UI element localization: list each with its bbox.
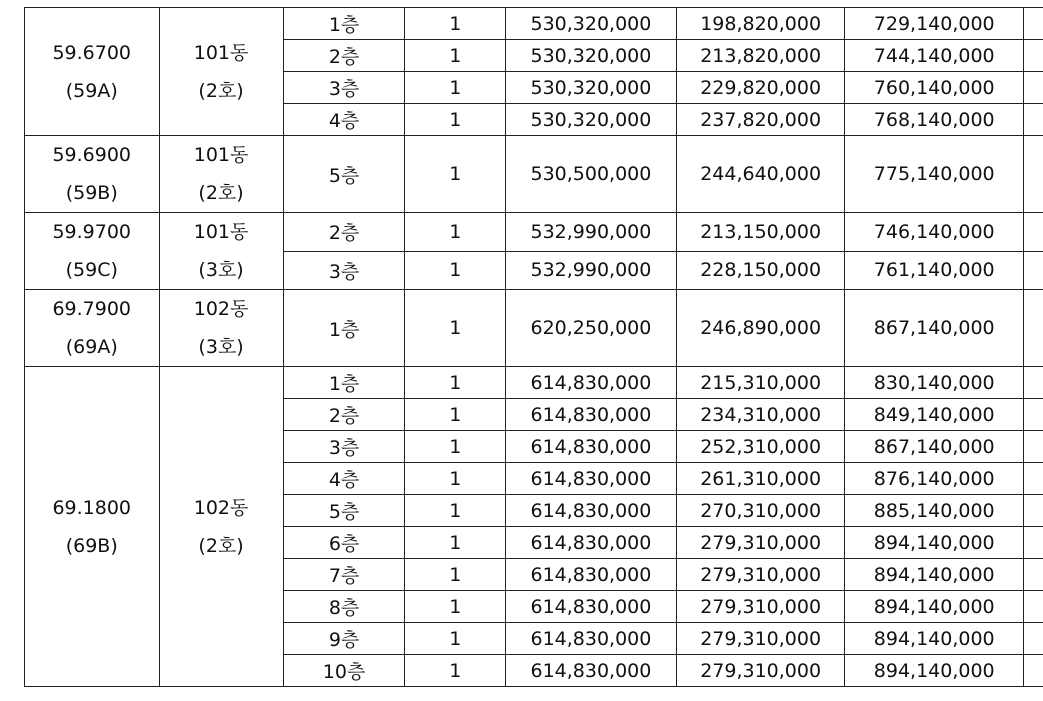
area-type-line2: (69A) bbox=[65, 336, 118, 358]
area-type-line1: 59.6700 bbox=[52, 41, 132, 64]
area-type bbox=[25, 136, 159, 212]
cut-off-cell bbox=[1023, 527, 1043, 559]
cut-off-cell bbox=[1023, 463, 1043, 495]
land-price-cell: 532,990,000 bbox=[506, 251, 677, 290]
total-price-cell: 876,140,000 bbox=[845, 463, 1023, 495]
floor-cell: 1층 bbox=[283, 290, 405, 367]
building-units bbox=[160, 34, 283, 110]
floor-cell: 1층 bbox=[283, 367, 405, 399]
count-cell: 1 bbox=[405, 591, 506, 623]
floor-cell: 2층 bbox=[283, 213, 405, 252]
count-cell: 1 bbox=[405, 136, 506, 213]
table-row bbox=[25, 8, 1043, 40]
total-price-cell: 894,140,000 bbox=[845, 655, 1023, 687]
building-units-line1: 102동 bbox=[193, 496, 249, 519]
count-cell: 1 bbox=[405, 367, 506, 399]
total-price-cell: 729,140,000 bbox=[845, 8, 1023, 40]
floor-cell: 1층 bbox=[283, 8, 405, 40]
area-type-line1: 69.1800 bbox=[52, 496, 132, 519]
total-price-cell: 894,140,000 bbox=[845, 559, 1023, 591]
building-units bbox=[160, 136, 283, 212]
floor-cell: 4층 bbox=[283, 463, 405, 495]
floor-cell: 3층 bbox=[283, 72, 405, 104]
area-type-cell bbox=[25, 136, 160, 213]
total-price-cell: 894,140,000 bbox=[845, 591, 1023, 623]
floor-cell: 7층 bbox=[283, 559, 405, 591]
building-units-cell bbox=[159, 367, 283, 687]
building-price-cell: 279,310,000 bbox=[676, 527, 845, 559]
count-cell: 1 bbox=[405, 559, 506, 591]
building-units-line1: 101동 bbox=[193, 144, 249, 166]
area-type-cell bbox=[25, 367, 160, 687]
land-price-cell: 614,830,000 bbox=[506, 431, 677, 463]
building-price-cell: 234,310,000 bbox=[676, 399, 845, 431]
building-price-cell: 229,820,000 bbox=[676, 72, 845, 104]
area-type-line2: (59C) bbox=[65, 259, 118, 281]
floor-cell: 10층 bbox=[283, 655, 405, 687]
total-price-cell: 761,140,000 bbox=[845, 251, 1023, 290]
total-price-cell: 768,140,000 bbox=[845, 104, 1023, 136]
area-type-line1: 59.6900 bbox=[52, 144, 132, 166]
count-cell: 1 bbox=[405, 495, 506, 527]
area-type-cell bbox=[25, 8, 160, 136]
building-units-cell bbox=[159, 8, 283, 136]
building-price-cell: 261,310,000 bbox=[676, 463, 845, 495]
land-price-cell: 614,830,000 bbox=[506, 623, 677, 655]
building-price-cell: 198,820,000 bbox=[676, 8, 845, 40]
floor-cell: 4층 bbox=[283, 104, 405, 136]
total-price-cell: 830,140,000 bbox=[845, 367, 1023, 399]
building-units-line1: 101동 bbox=[193, 41, 249, 64]
building-units-line1: 102동 bbox=[193, 298, 249, 320]
cut-off-cell bbox=[1023, 495, 1043, 527]
count-cell: 1 bbox=[405, 104, 506, 136]
cut-off-cell bbox=[1023, 367, 1043, 399]
floor-cell: 5층 bbox=[283, 495, 405, 527]
building-price-cell: 279,310,000 bbox=[676, 591, 845, 623]
building-units bbox=[160, 489, 283, 565]
building-units-line2: (2호) bbox=[198, 534, 244, 557]
floor-cell: 8층 bbox=[283, 591, 405, 623]
area-type bbox=[25, 213, 159, 289]
land-price-cell: 614,830,000 bbox=[506, 559, 677, 591]
land-price-cell: 614,830,000 bbox=[506, 463, 677, 495]
building-price-cell: 279,310,000 bbox=[676, 559, 845, 591]
total-price-cell: 775,140,000 bbox=[845, 136, 1023, 213]
cut-off-cell bbox=[1023, 623, 1043, 655]
total-price-cell: 894,140,000 bbox=[845, 527, 1023, 559]
count-cell: 1 bbox=[405, 463, 506, 495]
count-cell: 1 bbox=[405, 8, 506, 40]
land-price-cell: 614,830,000 bbox=[506, 367, 677, 399]
land-price-cell: 614,830,000 bbox=[506, 495, 677, 527]
land-price-cell: 530,320,000 bbox=[506, 40, 677, 72]
price-table-body bbox=[25, 8, 1043, 687]
total-price-cell: 867,140,000 bbox=[845, 431, 1023, 463]
total-price-cell: 746,140,000 bbox=[845, 213, 1023, 252]
count-cell: 1 bbox=[405, 213, 506, 252]
total-price-cell: 760,140,000 bbox=[845, 72, 1023, 104]
area-type-line1: 69.7900 bbox=[52, 298, 132, 320]
count-cell: 1 bbox=[405, 251, 506, 290]
land-price-cell: 530,320,000 bbox=[506, 72, 677, 104]
land-price-cell: 614,830,000 bbox=[506, 591, 677, 623]
cut-off-cell bbox=[1023, 72, 1043, 104]
cut-off-cell bbox=[1023, 431, 1043, 463]
cut-off-cell bbox=[1023, 8, 1043, 40]
total-price-cell: 885,140,000 bbox=[845, 495, 1023, 527]
building-units-line2: (2호) bbox=[198, 182, 244, 204]
building-units-cell bbox=[159, 136, 283, 213]
table-row bbox=[25, 367, 1043, 399]
count-cell: 1 bbox=[405, 431, 506, 463]
floor-cell: 9층 bbox=[283, 623, 405, 655]
building-price-cell: 279,310,000 bbox=[676, 623, 845, 655]
cut-off-cell bbox=[1023, 136, 1043, 213]
area-type bbox=[25, 489, 159, 565]
building-price-cell: 252,310,000 bbox=[676, 431, 845, 463]
building-price-cell: 270,310,000 bbox=[676, 495, 845, 527]
building-price-cell: 246,890,000 bbox=[676, 290, 845, 367]
table-row bbox=[25, 136, 1043, 213]
count-cell: 1 bbox=[405, 655, 506, 687]
area-type-line2: (69B) bbox=[65, 534, 118, 557]
floor-cell: 3층 bbox=[283, 431, 405, 463]
table-row bbox=[25, 213, 1043, 252]
cut-off-cell bbox=[1023, 104, 1043, 136]
building-units-line2: (2호) bbox=[198, 79, 244, 102]
count-cell: 1 bbox=[405, 399, 506, 431]
cut-off-cell bbox=[1023, 251, 1043, 290]
count-cell: 1 bbox=[405, 527, 506, 559]
building-price-cell: 228,150,000 bbox=[676, 251, 845, 290]
total-price-cell: 744,140,000 bbox=[845, 40, 1023, 72]
total-price-cell: 894,140,000 bbox=[845, 623, 1023, 655]
building-units bbox=[160, 213, 283, 289]
price-table bbox=[24, 7, 1043, 687]
cut-off-cell bbox=[1023, 40, 1043, 72]
count-cell: 1 bbox=[405, 72, 506, 104]
cut-off-cell bbox=[1023, 591, 1043, 623]
area-type bbox=[25, 290, 159, 366]
building-units bbox=[160, 290, 283, 366]
area-type-line1: 59.9700 bbox=[52, 221, 132, 243]
table-row bbox=[25, 290, 1043, 367]
building-price-cell: 213,150,000 bbox=[676, 213, 845, 252]
cut-off-cell bbox=[1023, 399, 1043, 431]
building-price-cell: 244,640,000 bbox=[676, 136, 845, 213]
land-price-cell: 614,830,000 bbox=[506, 399, 677, 431]
building-price-cell: 237,820,000 bbox=[676, 104, 845, 136]
land-price-cell: 530,320,000 bbox=[506, 104, 677, 136]
land-price-cell: 620,250,000 bbox=[506, 290, 677, 367]
building-units-cell bbox=[159, 213, 283, 290]
building-units-line2: (3호) bbox=[198, 336, 244, 358]
count-cell: 1 bbox=[405, 40, 506, 72]
floor-cell: 3층 bbox=[283, 251, 405, 290]
floor-cell: 6층 bbox=[283, 527, 405, 559]
cut-off-cell bbox=[1023, 559, 1043, 591]
count-cell: 1 bbox=[405, 623, 506, 655]
floor-cell: 5층 bbox=[283, 136, 405, 213]
area-type-cell bbox=[25, 213, 160, 290]
building-units-cell bbox=[159, 290, 283, 367]
area-type bbox=[25, 34, 159, 110]
building-units-line1: 101동 bbox=[193, 221, 249, 243]
count-cell: 1 bbox=[405, 290, 506, 367]
building-price-cell: 213,820,000 bbox=[676, 40, 845, 72]
land-price-cell: 614,830,000 bbox=[506, 527, 677, 559]
land-price-cell: 614,830,000 bbox=[506, 655, 677, 687]
total-price-cell: 867,140,000 bbox=[845, 290, 1023, 367]
land-price-cell: 530,320,000 bbox=[506, 8, 677, 40]
area-type-line2: (59A) bbox=[65, 79, 118, 102]
cut-off-cell bbox=[1023, 290, 1043, 367]
cut-off-cell bbox=[1023, 655, 1043, 687]
price-table-sheet bbox=[24, 7, 1043, 687]
area-type-cell bbox=[25, 290, 160, 367]
building-units-line2: (3호) bbox=[198, 259, 244, 281]
building-price-cell: 215,310,000 bbox=[676, 367, 845, 399]
land-price-cell: 532,990,000 bbox=[506, 213, 677, 252]
total-price-cell: 849,140,000 bbox=[845, 399, 1023, 431]
cut-off-cell bbox=[1023, 213, 1043, 252]
floor-cell: 2층 bbox=[283, 40, 405, 72]
area-type-line2: (59B) bbox=[65, 182, 118, 204]
floor-cell: 2층 bbox=[283, 399, 405, 431]
land-price-cell: 530,500,000 bbox=[506, 136, 677, 213]
building-price-cell: 279,310,000 bbox=[676, 655, 845, 687]
